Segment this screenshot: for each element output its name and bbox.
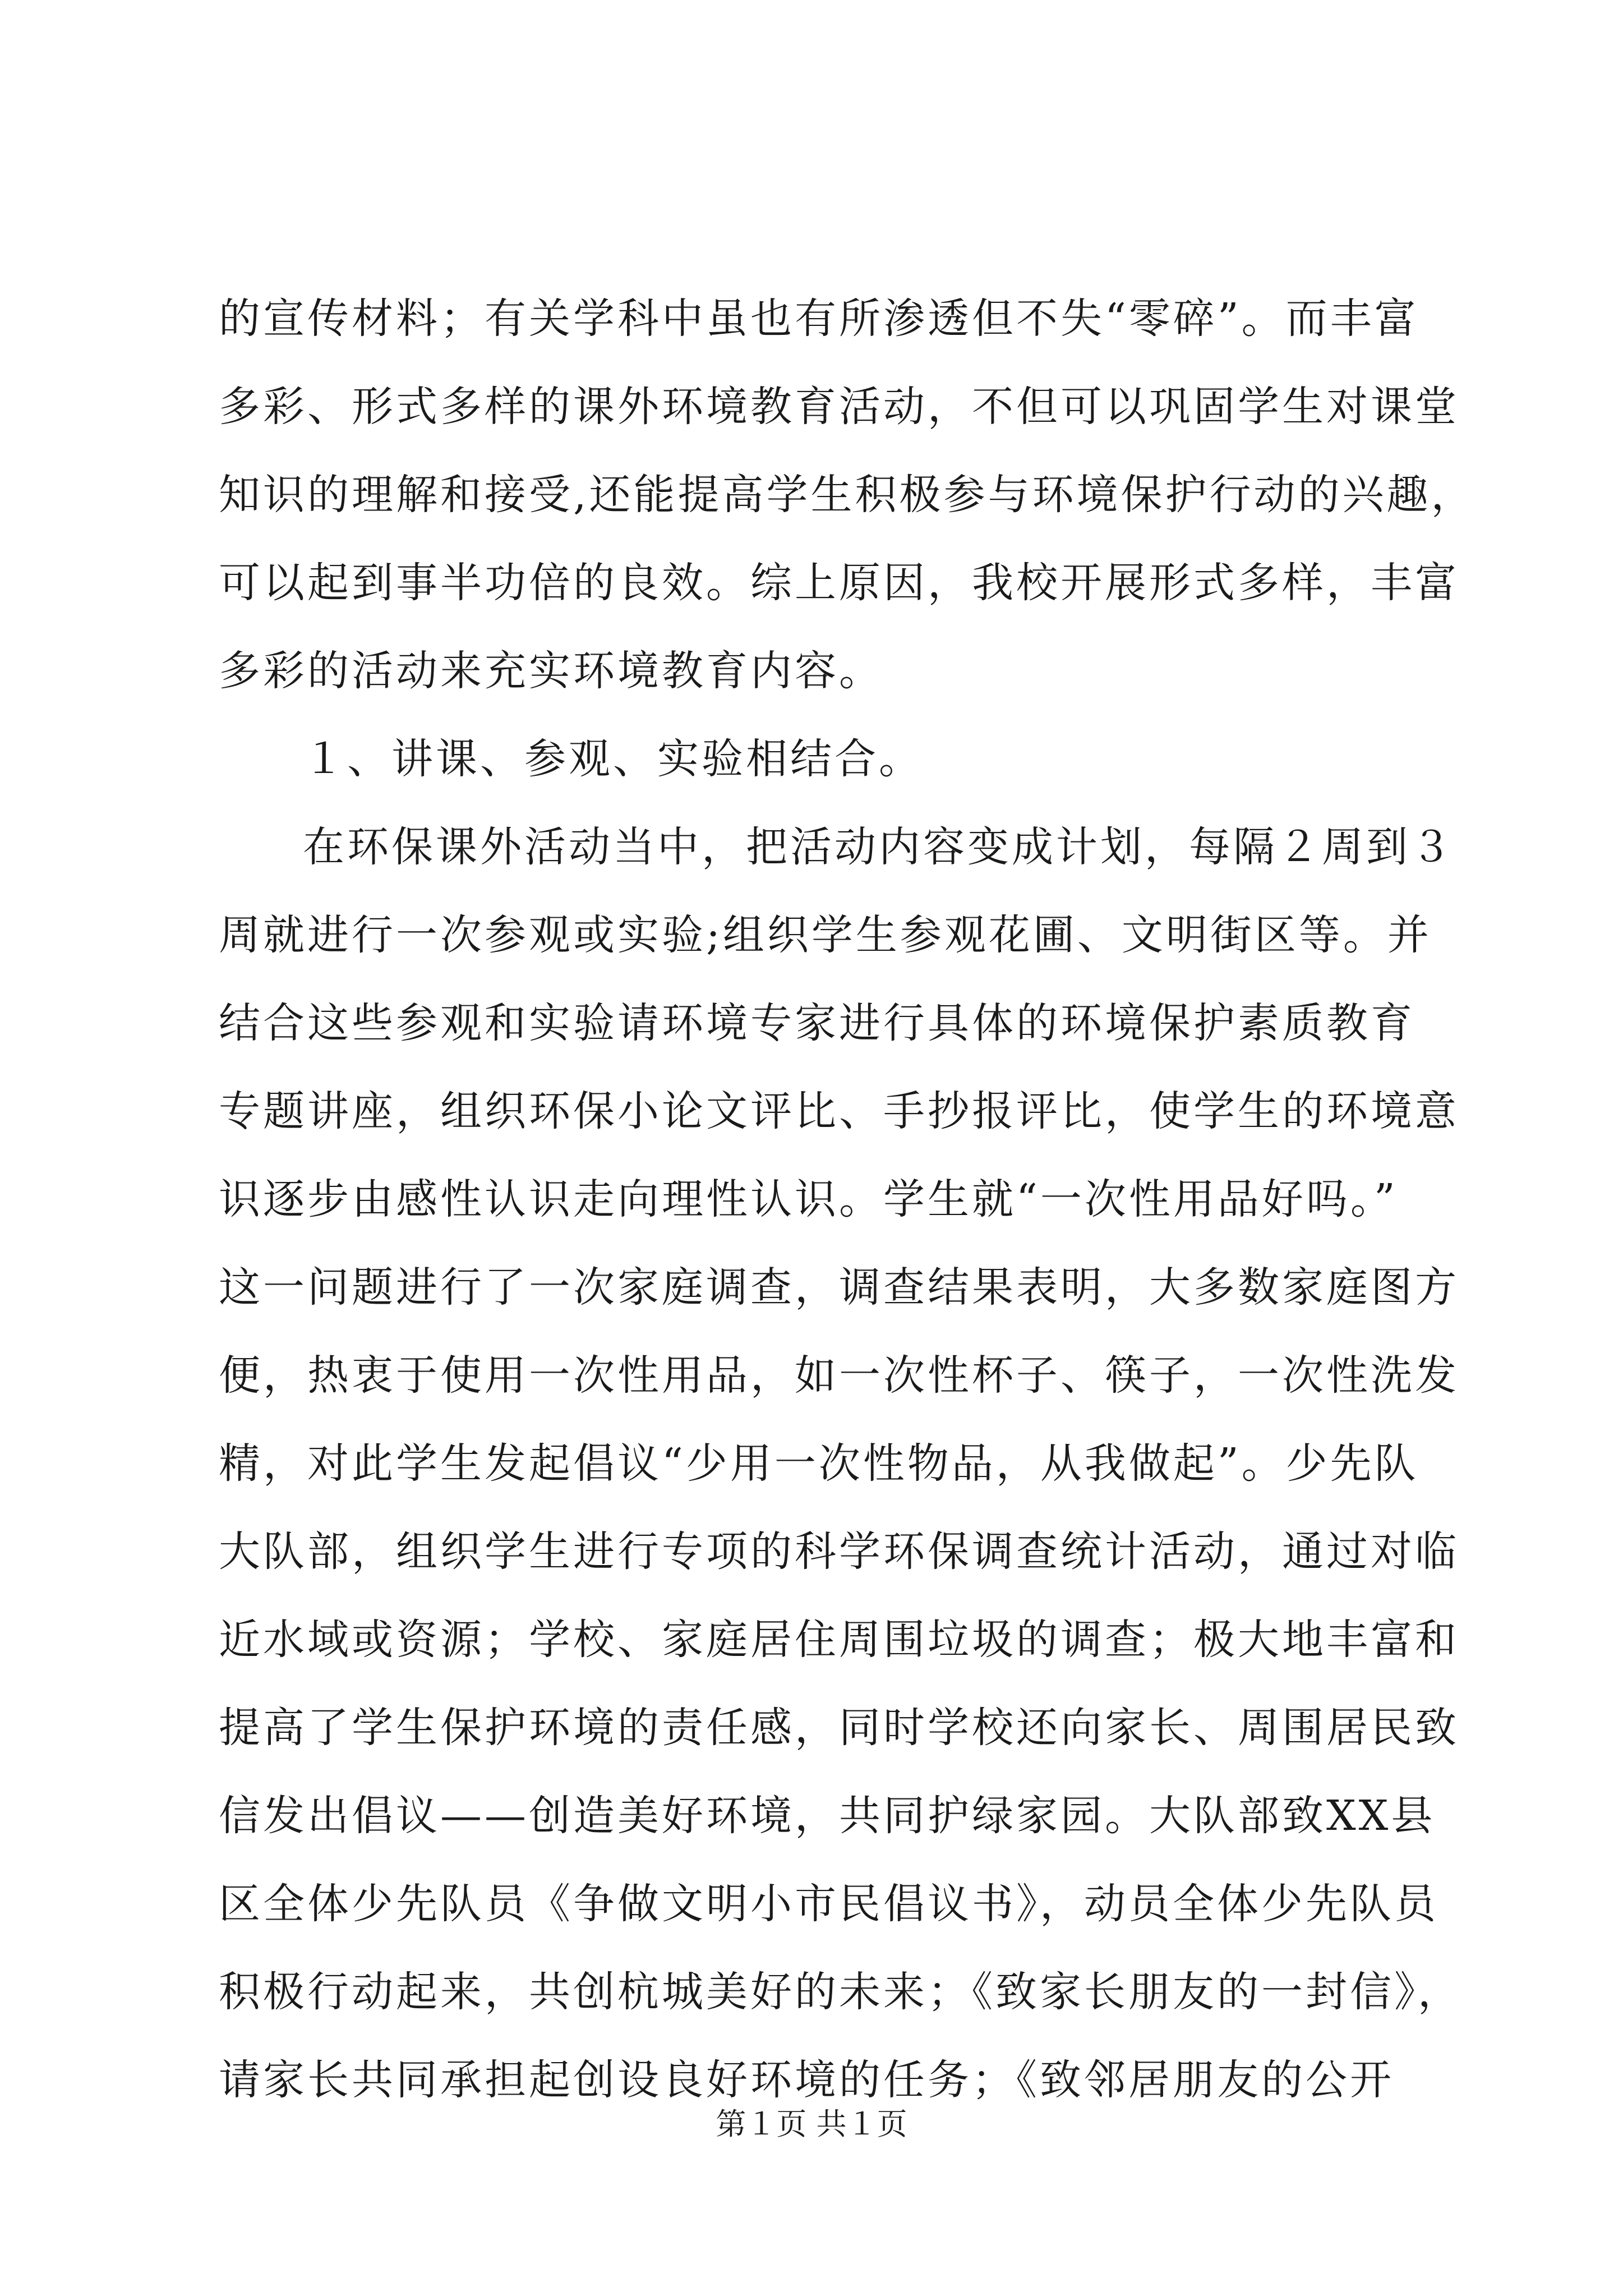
text-line: 这一问题进行了一次家庭调查，调查结果表明，大多数家庭图方 (219, 1263, 1459, 1312)
text-line: 大队部，组织学生进行专项的科学环保调查统计活动，通过对临 (219, 1527, 1459, 1576)
text-line: 便，热衷于使用一次性用品，如一次性杯子、筷子，一次性洗发 (219, 1351, 1459, 1400)
text-line: 多彩、形式多样的课外环境教育活动，不但可以巩固学生对课堂 (219, 383, 1459, 431)
text-line: 积极行动起来，共创杭城美好的未来；《致家长朋友的一封信》， (219, 1968, 1462, 2016)
page-number: 第１页 共１页 (716, 2106, 907, 2142)
text-line: 知识的理解和接受,还能提高学生积极参与环境保护行动的兴趣， (219, 471, 1476, 519)
document-body (219, 275, 1476, 2124)
text-line: 周就进行一次参观或实验;组织学生参观花圃、文明街区等。并 (219, 911, 1432, 959)
paragraph-first-line: 在环保课外活动当中，把活动内容变成计划，每隔２周到３ (303, 823, 1455, 871)
text-line: 可以起到事半功倍的良效。综上原因，我校开展形式多样，丰富 (219, 559, 1459, 607)
text-line: 结合这些参观和实验请环境专家进行具体的环境保护素质教育 (219, 999, 1415, 1047)
text-line: 信发出倡议——创造美好环境，共同护绿家园。大队部致XX县 (219, 1792, 1436, 1840)
text-line: 提高了学生保护环境的责任感，同时学校还向家长、周围居民致 (219, 1704, 1459, 1752)
text-line: 精，对此学生发起倡议“少用一次性物品，从我做起”。少先队 (219, 1439, 1419, 1488)
text-line: 的宣传材料；有关学科中虽也有所渗透但不失“零碎”。而丰富 (219, 295, 1419, 343)
page-footer (0, 2105, 1623, 2144)
text-line: 多彩的活动来充实环境教育内容。 (219, 647, 883, 695)
text-line: 近水域或资源；学校、家庭居住周围垃圾的调查；极大地丰富和 (219, 1616, 1459, 1664)
text-line: 请家长共同承担起创设良好环境的任务；《致邻居朋友的公开 (219, 2056, 1394, 2104)
text-line: 专题讲座，组织环保小论文评比、手抄报评比，使学生的环境意 (219, 1087, 1459, 1135)
text-line: 区全体少先队员《争做文明小市民倡议书》，动员全体少先队员 (219, 1880, 1438, 1928)
section-heading: １、讲课、参观、实验相结合。 (303, 735, 923, 783)
text-line: 识逐步由感性认识走向理性认识。学生就“一次性用品好吗。” (219, 1175, 1398, 1223)
